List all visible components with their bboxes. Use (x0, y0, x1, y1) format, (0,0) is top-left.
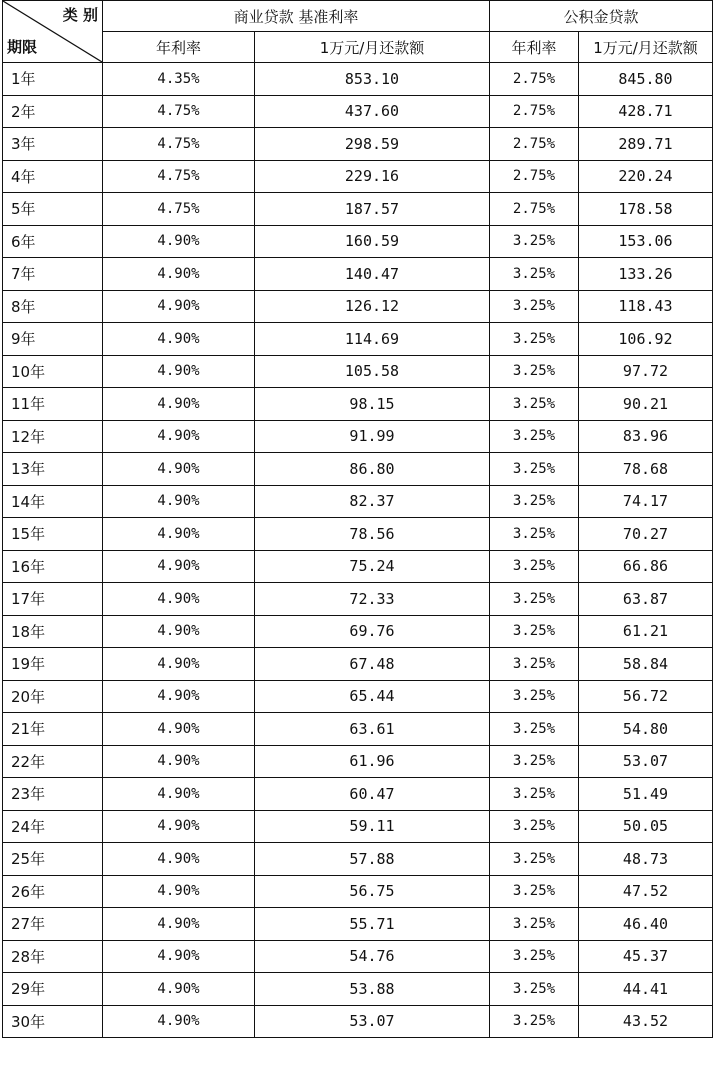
fund-payment-cell: 70.27 (579, 518, 713, 551)
commercial-rate-cell: 4.90% (103, 778, 255, 811)
term-cell: 12年 (3, 420, 103, 453)
table-row (3, 615, 713, 648)
term-cell: 16年 (3, 550, 103, 583)
fund-rate-cell: 3.25% (490, 258, 579, 291)
fund-payment-cell: 78.68 (579, 453, 713, 486)
commercial-payment-cell: 86.80 (255, 453, 490, 486)
commercial-payment-cell: 114.69 (255, 323, 490, 356)
commercial-payment-cell: 65.44 (255, 680, 490, 713)
commercial-rate-cell: 4.90% (103, 940, 255, 973)
commercial-payment-cell: 53.07 (255, 1005, 490, 1038)
table-row (3, 1005, 713, 1038)
table-row (3, 810, 713, 843)
commercial-payment-cell: 75.24 (255, 550, 490, 583)
commercial-rate-cell: 4.90% (103, 420, 255, 453)
commercial-payment-cell: 59.11 (255, 810, 490, 843)
commercial-payment-cell: 61.96 (255, 745, 490, 778)
loan-rate-table (2, 0, 713, 1038)
table-row (3, 95, 713, 128)
term-cell: 10年 (3, 355, 103, 388)
fund-payment-cell: 46.40 (579, 908, 713, 941)
fund-rate-cell: 2.75% (490, 160, 579, 193)
commercial-rate-cell: 4.90% (103, 258, 255, 291)
term-cell: 25年 (3, 843, 103, 876)
commercial-payment-cell: 140.47 (255, 258, 490, 291)
table-row (3, 745, 713, 778)
fund-payment-cell: 63.87 (579, 583, 713, 616)
fund-payment-cell: 153.06 (579, 225, 713, 258)
fund-rate-cell: 2.75% (490, 128, 579, 161)
fund-payment-cell: 90.21 (579, 388, 713, 421)
commercial-rate-cell: 4.90% (103, 875, 255, 908)
commercial-payment-cell: 72.33 (255, 583, 490, 616)
fund-rate-cell: 3.25% (490, 225, 579, 258)
fund-payment-header: 1万元/月还款额 (579, 32, 713, 63)
commercial-rate-cell: 4.90% (103, 485, 255, 518)
commercial-rate-cell: 4.75% (103, 193, 255, 226)
commercial-rate-cell: 4.90% (103, 388, 255, 421)
term-cell: 15年 (3, 518, 103, 551)
commercial-rate-cell: 4.90% (103, 1005, 255, 1038)
commercial-payment-cell: 229.16 (255, 160, 490, 193)
fund-rate-cell: 2.75% (490, 193, 579, 226)
term-cell: 4年 (3, 160, 103, 193)
term-cell: 13年 (3, 453, 103, 486)
category-label: 类 别 (62, 6, 98, 24)
commercial-payment-cell: 53.88 (255, 973, 490, 1006)
term-cell: 19年 (3, 648, 103, 681)
term-label: 期限 (7, 38, 38, 56)
fund-rate-header: 年利率 (490, 32, 579, 63)
commercial-rate-cell: 4.90% (103, 810, 255, 843)
term-cell: 17年 (3, 583, 103, 616)
table-row (3, 778, 713, 811)
fund-rate-cell: 2.75% (490, 63, 579, 96)
term-cell: 14年 (3, 485, 103, 518)
commercial-rate-cell: 4.90% (103, 843, 255, 876)
fund-rate-cell: 3.25% (490, 940, 579, 973)
fund-payment-cell: 54.80 (579, 713, 713, 746)
commercial-payment-cell: 57.88 (255, 843, 490, 876)
commercial-payment-cell: 54.76 (255, 940, 490, 973)
fund-payment-cell: 66.86 (579, 550, 713, 583)
term-cell: 28年 (3, 940, 103, 973)
table-row (3, 290, 713, 323)
term-cell: 20年 (3, 680, 103, 713)
fund-payment-cell: 44.41 (579, 973, 713, 1006)
fund-rate-cell: 3.25% (490, 615, 579, 648)
commercial-payment-cell: 67.48 (255, 648, 490, 681)
fund-payment-cell: 133.26 (579, 258, 713, 291)
commercial-payment-cell: 98.15 (255, 388, 490, 421)
commercial-payment-cell: 126.12 (255, 290, 490, 323)
commercial-rate-cell: 4.90% (103, 355, 255, 388)
fund-payment-cell: 118.43 (579, 290, 713, 323)
housing-fund-loan-header: 公积金贷款 (490, 1, 713, 32)
commercial-rate-cell: 4.90% (103, 225, 255, 258)
commercial-rate-cell: 4.90% (103, 713, 255, 746)
commercial-payment-cell: 160.59 (255, 225, 490, 258)
commercial-payment-cell: 437.60 (255, 95, 490, 128)
commercial-payment-header: 1万元/月还款额 (255, 32, 490, 63)
fund-rate-cell: 3.25% (490, 420, 579, 453)
table-row (3, 648, 713, 681)
commercial-loan-header: 商业贷款 基准利率 (103, 1, 490, 32)
table-row (3, 973, 713, 1006)
commercial-payment-cell: 60.47 (255, 778, 490, 811)
fund-rate-cell: 3.25% (490, 355, 579, 388)
commercial-rate-cell: 4.90% (103, 583, 255, 616)
fund-rate-cell: 3.25% (490, 323, 579, 356)
commercial-payment-cell: 69.76 (255, 615, 490, 648)
fund-payment-cell: 428.71 (579, 95, 713, 128)
commercial-payment-cell: 82.37 (255, 485, 490, 518)
fund-rate-cell: 3.25% (490, 713, 579, 746)
commercial-payment-cell: 187.57 (255, 193, 490, 226)
term-cell: 2年 (3, 95, 103, 128)
table-row (3, 875, 713, 908)
term-cell: 29年 (3, 973, 103, 1006)
term-cell: 8年 (3, 290, 103, 323)
fund-rate-cell: 3.25% (490, 550, 579, 583)
term-cell: 3年 (3, 128, 103, 161)
commercial-payment-cell: 91.99 (255, 420, 490, 453)
term-cell: 21年 (3, 713, 103, 746)
fund-rate-cell: 3.25% (490, 453, 579, 486)
commercial-payment-cell: 56.75 (255, 875, 490, 908)
fund-rate-cell: 2.75% (490, 95, 579, 128)
commercial-rate-cell: 4.90% (103, 518, 255, 551)
fund-payment-cell: 48.73 (579, 843, 713, 876)
table-row (3, 940, 713, 973)
fund-payment-cell: 220.24 (579, 160, 713, 193)
term-cell: 23年 (3, 778, 103, 811)
table-row (3, 128, 713, 161)
fund-rate-cell: 3.25% (490, 745, 579, 778)
term-cell: 11年 (3, 388, 103, 421)
fund-rate-cell: 3.25% (490, 973, 579, 1006)
term-cell: 9年 (3, 323, 103, 356)
term-cell: 6年 (3, 225, 103, 258)
term-cell: 5年 (3, 193, 103, 226)
commercial-rate-cell: 4.90% (103, 550, 255, 583)
fund-payment-cell: 47.52 (579, 875, 713, 908)
fund-rate-cell: 3.25% (490, 1005, 579, 1038)
fund-rate-cell: 3.25% (490, 290, 579, 323)
fund-rate-cell: 3.25% (490, 388, 579, 421)
table-row (3, 193, 713, 226)
table-row (3, 583, 713, 616)
commercial-rate-cell: 4.75% (103, 160, 255, 193)
fund-payment-cell: 51.49 (579, 778, 713, 811)
commercial-rate-cell: 4.90% (103, 973, 255, 1006)
fund-payment-cell: 106.92 (579, 323, 713, 356)
fund-rate-cell: 3.25% (490, 843, 579, 876)
fund-rate-cell: 3.25% (490, 875, 579, 908)
fund-payment-cell: 61.21 (579, 615, 713, 648)
commercial-rate-header: 年利率 (103, 32, 255, 63)
table-row (3, 420, 713, 453)
fund-payment-cell: 45.37 (579, 940, 713, 973)
fund-rate-cell: 3.25% (490, 518, 579, 551)
fund-payment-cell: 97.72 (579, 355, 713, 388)
commercial-rate-cell: 4.90% (103, 745, 255, 778)
fund-payment-cell: 83.96 (579, 420, 713, 453)
fund-rate-cell: 3.25% (490, 778, 579, 811)
term-cell: 7年 (3, 258, 103, 291)
fund-payment-cell: 43.52 (579, 1005, 713, 1038)
table-row (3, 160, 713, 193)
table-row (3, 908, 713, 941)
table-row (3, 713, 713, 746)
commercial-payment-cell: 78.56 (255, 518, 490, 551)
fund-rate-cell: 3.25% (490, 648, 579, 681)
fund-rate-cell: 3.25% (490, 908, 579, 941)
table-row (3, 63, 713, 96)
table-row (3, 518, 713, 551)
term-cell: 24年 (3, 810, 103, 843)
table-row (3, 680, 713, 713)
commercial-rate-cell: 4.75% (103, 128, 255, 161)
commercial-rate-cell: 4.90% (103, 648, 255, 681)
commercial-rate-cell: 4.90% (103, 908, 255, 941)
commercial-payment-cell: 55.71 (255, 908, 490, 941)
fund-payment-cell: 178.58 (579, 193, 713, 226)
term-cell: 26年 (3, 875, 103, 908)
table-row (3, 355, 713, 388)
fund-payment-cell: 56.72 (579, 680, 713, 713)
commercial-rate-cell: 4.90% (103, 453, 255, 486)
commercial-payment-cell: 853.10 (255, 63, 490, 96)
fund-payment-cell: 50.05 (579, 810, 713, 843)
table-row (3, 485, 713, 518)
fund-payment-cell: 74.17 (579, 485, 713, 518)
term-cell: 18年 (3, 615, 103, 648)
header-row-group (3, 1, 713, 32)
table-row (3, 843, 713, 876)
term-cell: 22年 (3, 745, 103, 778)
fund-rate-cell: 3.25% (490, 485, 579, 518)
fund-payment-cell: 58.84 (579, 648, 713, 681)
fund-payment-cell: 289.71 (579, 128, 713, 161)
commercial-payment-cell: 298.59 (255, 128, 490, 161)
commercial-rate-cell: 4.90% (103, 290, 255, 323)
commercial-rate-cell: 4.35% (103, 63, 255, 96)
commercial-rate-cell: 4.75% (103, 95, 255, 128)
table-row (3, 550, 713, 583)
fund-rate-cell: 3.25% (490, 583, 579, 616)
subheader-row (3, 32, 713, 63)
term-cell: 30年 (3, 1005, 103, 1038)
commercial-rate-cell: 4.90% (103, 323, 255, 356)
term-cell: 27年 (3, 908, 103, 941)
commercial-payment-cell: 105.58 (255, 355, 490, 388)
corner-header-cell (3, 1, 103, 63)
table-row (3, 388, 713, 421)
fund-rate-cell: 3.25% (490, 680, 579, 713)
commercial-rate-cell: 4.90% (103, 615, 255, 648)
table-row (3, 453, 713, 486)
fund-payment-cell: 845.80 (579, 63, 713, 96)
term-cell: 1年 (3, 63, 103, 96)
commercial-payment-cell: 63.61 (255, 713, 490, 746)
table-row (3, 258, 713, 291)
table-row (3, 225, 713, 258)
commercial-rate-cell: 4.90% (103, 680, 255, 713)
fund-payment-cell: 53.07 (579, 745, 713, 778)
table-row (3, 323, 713, 356)
fund-rate-cell: 3.25% (490, 810, 579, 843)
